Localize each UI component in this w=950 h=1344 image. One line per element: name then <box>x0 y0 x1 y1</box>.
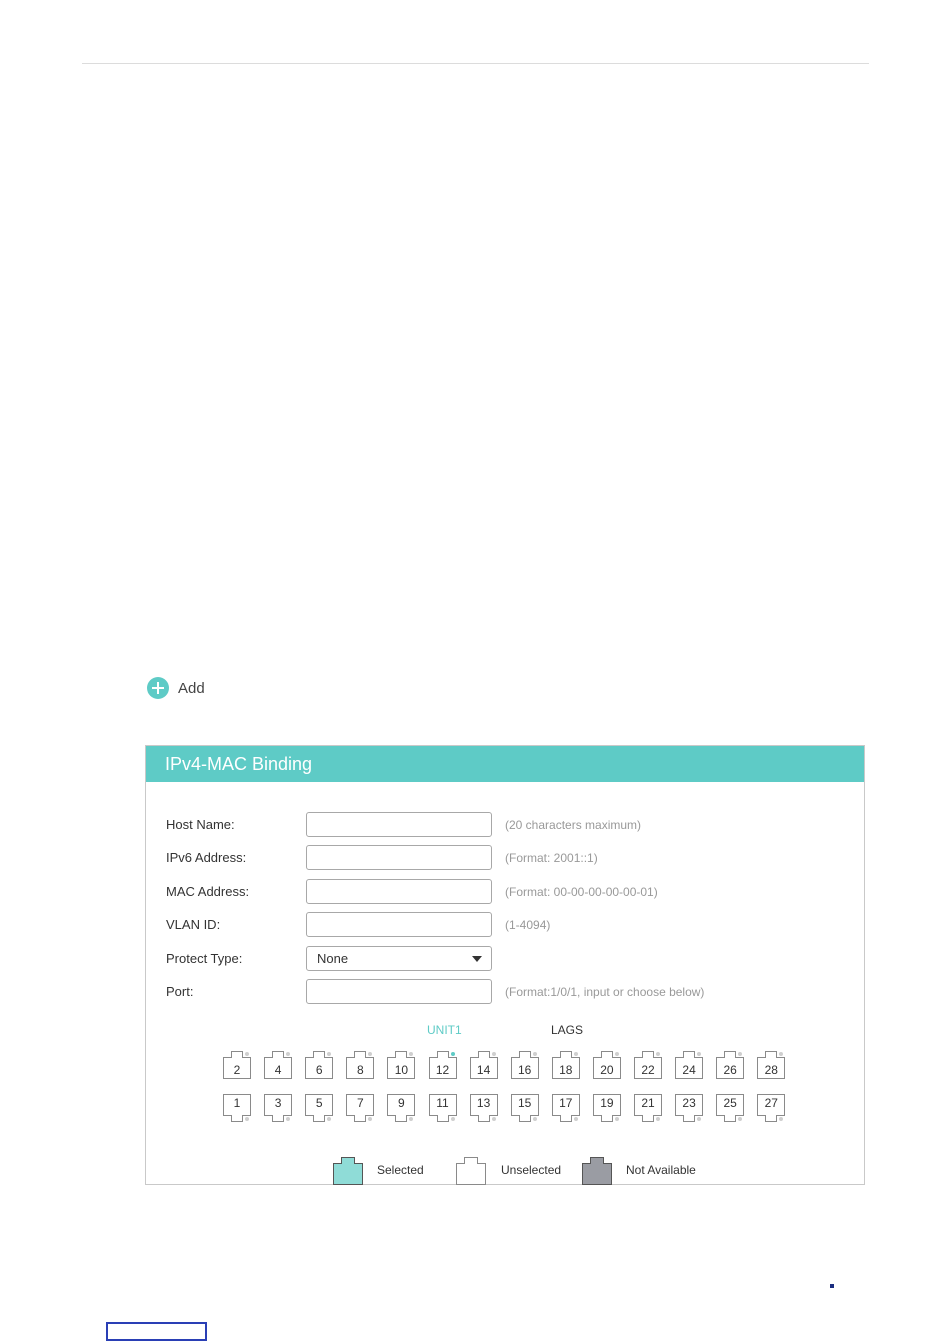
port-led-icon <box>574 1052 578 1056</box>
port-label: Port: <box>166 984 194 999</box>
port-led-icon <box>286 1117 290 1121</box>
port-number: 27 <box>764 1096 778 1110</box>
port-number: 20 <box>600 1063 614 1077</box>
footer-link-box[interactable] <box>106 1322 207 1341</box>
port-number: 19 <box>600 1096 614 1110</box>
mac-address-hint: (Format: 00-00-00-00-00-01) <box>505 885 658 899</box>
port-hint: (Format:1/0/1, input or choose below) <box>505 985 705 999</box>
legend-unselected-label: Unselected <box>501 1163 562 1177</box>
port-8[interactable] <box>346 1051 374 1079</box>
port-3[interactable] <box>264 1094 292 1122</box>
dropdown-arrow-icon <box>472 956 482 962</box>
port-led-icon <box>615 1052 619 1056</box>
port-number: 7 <box>356 1096 364 1110</box>
panel-title: IPv4-MAC Binding <box>146 746 864 782</box>
port-number: 3 <box>274 1096 282 1110</box>
port-led-icon <box>738 1052 742 1056</box>
port-16[interactable] <box>511 1051 539 1079</box>
ipv6-address-hint: (Format: 2001::1) <box>505 851 598 865</box>
port-number: 21 <box>641 1096 655 1110</box>
top-divider <box>82 63 869 64</box>
port-27[interactable] <box>757 1094 785 1122</box>
port-19[interactable] <box>593 1094 621 1122</box>
ipv6-address-label: IPv6 Address: <box>166 850 247 865</box>
page-marker <box>830 1284 834 1288</box>
port-led-icon <box>697 1052 701 1056</box>
port-led-icon <box>697 1117 701 1121</box>
port-24[interactable] <box>675 1051 703 1079</box>
port-led-icon <box>409 1117 413 1121</box>
port-number: 26 <box>723 1063 737 1077</box>
protect-type-label: Protect Type: <box>166 951 243 966</box>
host-name-hint: (20 characters maximum) <box>505 818 642 832</box>
tab-lags[interactable]: LAGS <box>551 1023 584 1037</box>
vlan-id-hint: (1-4094) <box>505 918 551 932</box>
not-available-port-icon <box>582 1157 612 1185</box>
mac-address-input[interactable] <box>306 879 492 904</box>
protect-type-select[interactable] <box>306 946 492 971</box>
port-9[interactable] <box>387 1094 415 1122</box>
port-17[interactable] <box>552 1094 580 1122</box>
plus-circle-icon <box>147 677 169 699</box>
port-10[interactable] <box>387 1051 415 1079</box>
vlan-id-input[interactable] <box>306 912 492 937</box>
host-name-input[interactable] <box>306 812 492 837</box>
port-18[interactable] <box>552 1051 580 1079</box>
port-23[interactable] <box>675 1094 703 1122</box>
port-20[interactable] <box>593 1051 621 1079</box>
port-led-icon <box>286 1052 290 1056</box>
ipv4-mac-binding-panel <box>145 745 865 1185</box>
port-led-icon <box>451 1117 455 1121</box>
port-28[interactable] <box>757 1051 785 1079</box>
port-led-icon <box>574 1117 578 1121</box>
port-number: 14 <box>476 1063 491 1077</box>
port-15[interactable] <box>511 1094 539 1122</box>
port-number: 17 <box>559 1096 573 1110</box>
port-led-icon <box>245 1052 249 1056</box>
port-6[interactable] <box>305 1051 333 1079</box>
port-led-icon <box>656 1052 660 1056</box>
selected-port-icon <box>333 1157 363 1185</box>
port-led-icon <box>409 1052 413 1056</box>
port-led-icon <box>368 1117 372 1121</box>
port-number: 6 <box>315 1063 323 1077</box>
port-number: 18 <box>559 1063 573 1077</box>
ipv6-address-input[interactable] <box>306 845 492 870</box>
port-number: 24 <box>682 1063 696 1077</box>
unselected-port-icon <box>456 1157 486 1185</box>
port-21[interactable] <box>634 1094 662 1122</box>
port-number: 22 <box>641 1063 655 1077</box>
port-2[interactable] <box>223 1051 251 1079</box>
port-led-icon <box>451 1052 455 1056</box>
add-button[interactable] <box>147 677 205 699</box>
port-22[interactable] <box>634 1051 662 1079</box>
port-number: 12 <box>435 1063 450 1077</box>
port-led-icon <box>533 1117 537 1121</box>
port-number: 11 <box>436 1096 449 1110</box>
port-number: 5 <box>315 1096 323 1110</box>
port-led-icon <box>245 1117 249 1121</box>
port-number: 10 <box>394 1063 409 1077</box>
port-7[interactable] <box>346 1094 374 1122</box>
port-13[interactable] <box>470 1094 498 1122</box>
port-1[interactable] <box>223 1094 251 1122</box>
port-input[interactable] <box>306 979 492 1004</box>
port-25[interactable] <box>716 1094 744 1122</box>
port-led-icon <box>492 1052 496 1056</box>
port-number: 15 <box>518 1096 532 1110</box>
legend-selected-label: Selected <box>377 1163 424 1177</box>
port-led-icon <box>615 1117 619 1121</box>
port-number: 28 <box>764 1063 778 1077</box>
port-led-icon <box>656 1117 660 1121</box>
port-number: 16 <box>518 1063 532 1077</box>
add-label: Add <box>178 679 205 697</box>
protect-type-value: None <box>317 951 349 966</box>
port-5[interactable] <box>305 1094 333 1122</box>
port-14[interactable] <box>470 1051 498 1079</box>
port-led-icon <box>779 1117 783 1121</box>
port-led-icon <box>779 1052 783 1056</box>
tab-unit1[interactable]: UNIT1 <box>427 1023 462 1037</box>
port-led-icon <box>738 1117 742 1121</box>
port-4[interactable] <box>264 1051 292 1079</box>
port-led-icon <box>327 1117 331 1121</box>
host-name-label: Host Name: <box>166 817 235 832</box>
port-11[interactable] <box>429 1094 457 1122</box>
port-led-icon <box>368 1052 372 1056</box>
port-number: 4 <box>274 1063 282 1077</box>
port-number: 1 <box>233 1096 241 1110</box>
port-number: 25 <box>723 1096 737 1110</box>
port-led-icon <box>533 1052 537 1056</box>
mac-address-label: MAC Address: <box>166 884 250 899</box>
port-number: 2 <box>233 1063 241 1077</box>
port-26[interactable] <box>716 1051 744 1079</box>
port-led-icon <box>327 1052 331 1056</box>
port-led-icon <box>492 1117 496 1121</box>
port-number: 23 <box>682 1096 696 1110</box>
legend-not-available-label: Not Available <box>626 1163 696 1177</box>
vlan-id-label: VLAN ID: <box>166 917 221 932</box>
port-number: 8 <box>356 1063 364 1077</box>
port-12[interactable] <box>429 1051 457 1079</box>
port-number: 13 <box>476 1096 491 1110</box>
port-number: 9 <box>398 1096 405 1110</box>
